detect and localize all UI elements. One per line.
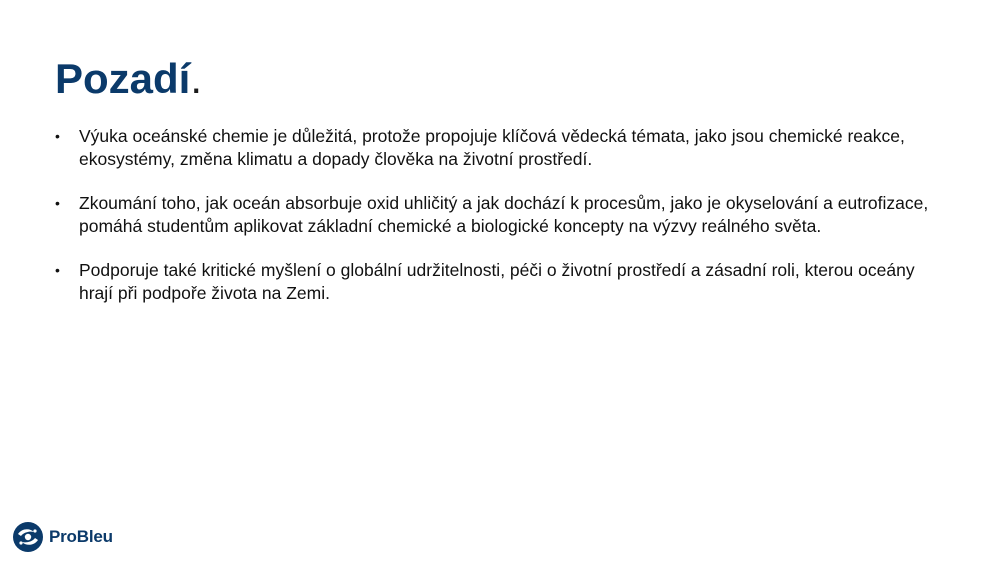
bullet-item: [55, 125, 935, 170]
slide-title: [55, 56, 202, 102]
bullet-text: Výuka oceánské chemie je důležitá, protože propojuje klíčová vědecká témata, jako jsou chemické reakce, ekosystémy, změna klimatu a dopady člověka na životní prostředí.: [79, 126, 905, 169]
bullet-marker: •: [55, 262, 60, 278]
probleu-logo-icon: [12, 521, 44, 553]
bullet-text: Zkoumání toho, jak oceán absorbuje oxid uhličitý a jak dochází k procesům, jako je okyselování a eutrofizace, pomáhá studentům aplikovat základní chemické a biologické koncepty na výzvy reálného světa.: [79, 193, 929, 236]
probleu-logo: [12, 521, 113, 553]
bullet-marker: •: [55, 195, 60, 211]
bullet-item: [55, 259, 935, 304]
bullet-item: [55, 192, 935, 237]
bullet-text: Podporuje také kritické myšlení o globální udržitelnosti, péči o životní prostředí a zásadní roli, kterou oceány hrají při podpoře života na Zemi.: [79, 260, 915, 303]
slide-title-dot: .: [190, 55, 203, 102]
bullet-marker: •: [55, 128, 60, 144]
slide-title-text: Pozadí: [55, 55, 191, 102]
bullet-list: [55, 125, 935, 326]
probleu-logo-text: ProBleu: [49, 527, 113, 546]
